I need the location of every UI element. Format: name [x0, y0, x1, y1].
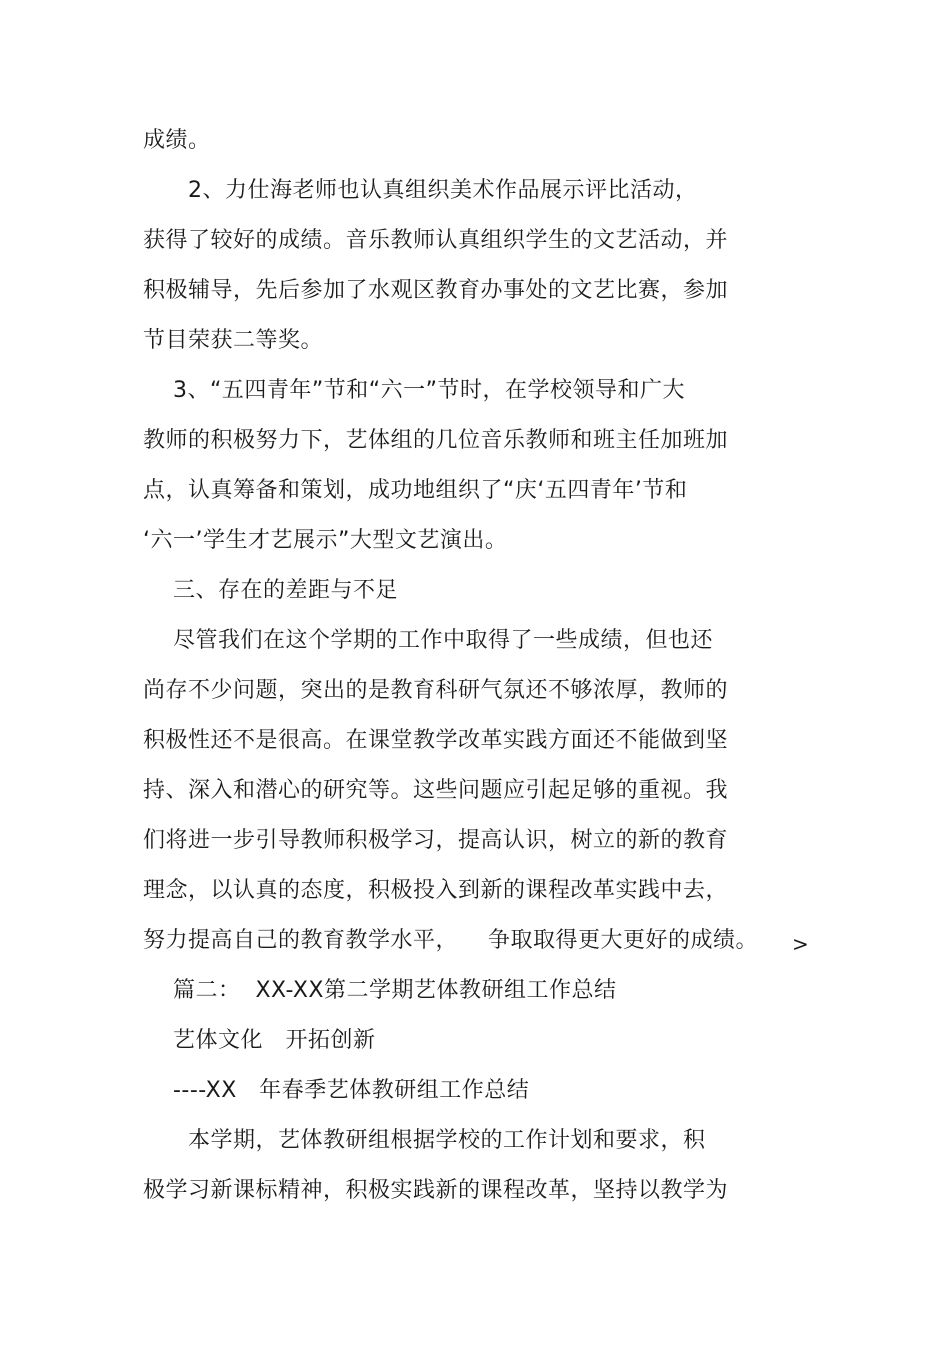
text-line: 节目荣获二等奖。 — [143, 328, 324, 353]
text-line: 本学期，艺体教研组根据学校的工作计划和要求，积 — [143, 1128, 706, 1153]
text-line: 积极辅导，先后参加了水观区教育办事处的文艺比赛，参加 — [143, 278, 729, 303]
text-line: 尚存不少问题，突出的是教育科研气氛还不够浓厚，教师的 — [143, 678, 729, 703]
text-line: 2、力仕海老师也认真组织美术作品展示评比活动， — [143, 178, 698, 203]
text-line: 点，认真筹备和策划，成功地组织了“庆‘五四青年’节和 — [143, 478, 688, 503]
text-line: 极学习新课标精神，积极实践新的课程改革，坚持以教学为 — [143, 1178, 729, 1203]
text-line: 持、深入和潜心的研究等。这些问题应引起足够的重视。我 — [143, 778, 729, 803]
text-line: ‘六一’学生才艺展示”大型文艺演出。 — [143, 528, 508, 553]
section-subtitle: 艺体文化 开拓创新 — [143, 1028, 376, 1053]
text-line: 3、“五四青年”节和“六一”节时，在学校领导和广大 — [143, 378, 686, 403]
section-subtitle: ----XX 年春季艺体教研组工作总结 — [143, 1078, 530, 1103]
text-line: 们将进一步引导教师积极学习，提高认识，树立的新的教育 — [143, 828, 729, 853]
text-line: 获得了较好的成绩。音乐教师认真组织学生的文艺活动，并 — [143, 228, 729, 253]
text-line: 积极性还不是很高。在课堂教学改革实践方面还不能做到坚 — [143, 728, 729, 753]
text-line: 教师的积极努力下，艺体组的几位音乐教师和班主任加班加 — [143, 428, 729, 453]
text-line: 成绩。 — [143, 128, 211, 153]
text-line: 尽管我们在这个学期的工作中取得了一些成绩，但也还 — [143, 628, 713, 653]
arrow-mark: > — [792, 932, 809, 956]
text-line: 努力提高自己的教育教学水平， 争取取得更大更好的成绩。 — [143, 928, 758, 953]
section-title: 篇二： XX-XX第二学期艺体教研组工作总结 — [143, 978, 617, 1003]
text-line: 理念，以认真的态度，积极投入到新的课程改革实践中去， — [143, 878, 729, 903]
section-heading: 三、存在的差距与不足 — [143, 578, 398, 603]
